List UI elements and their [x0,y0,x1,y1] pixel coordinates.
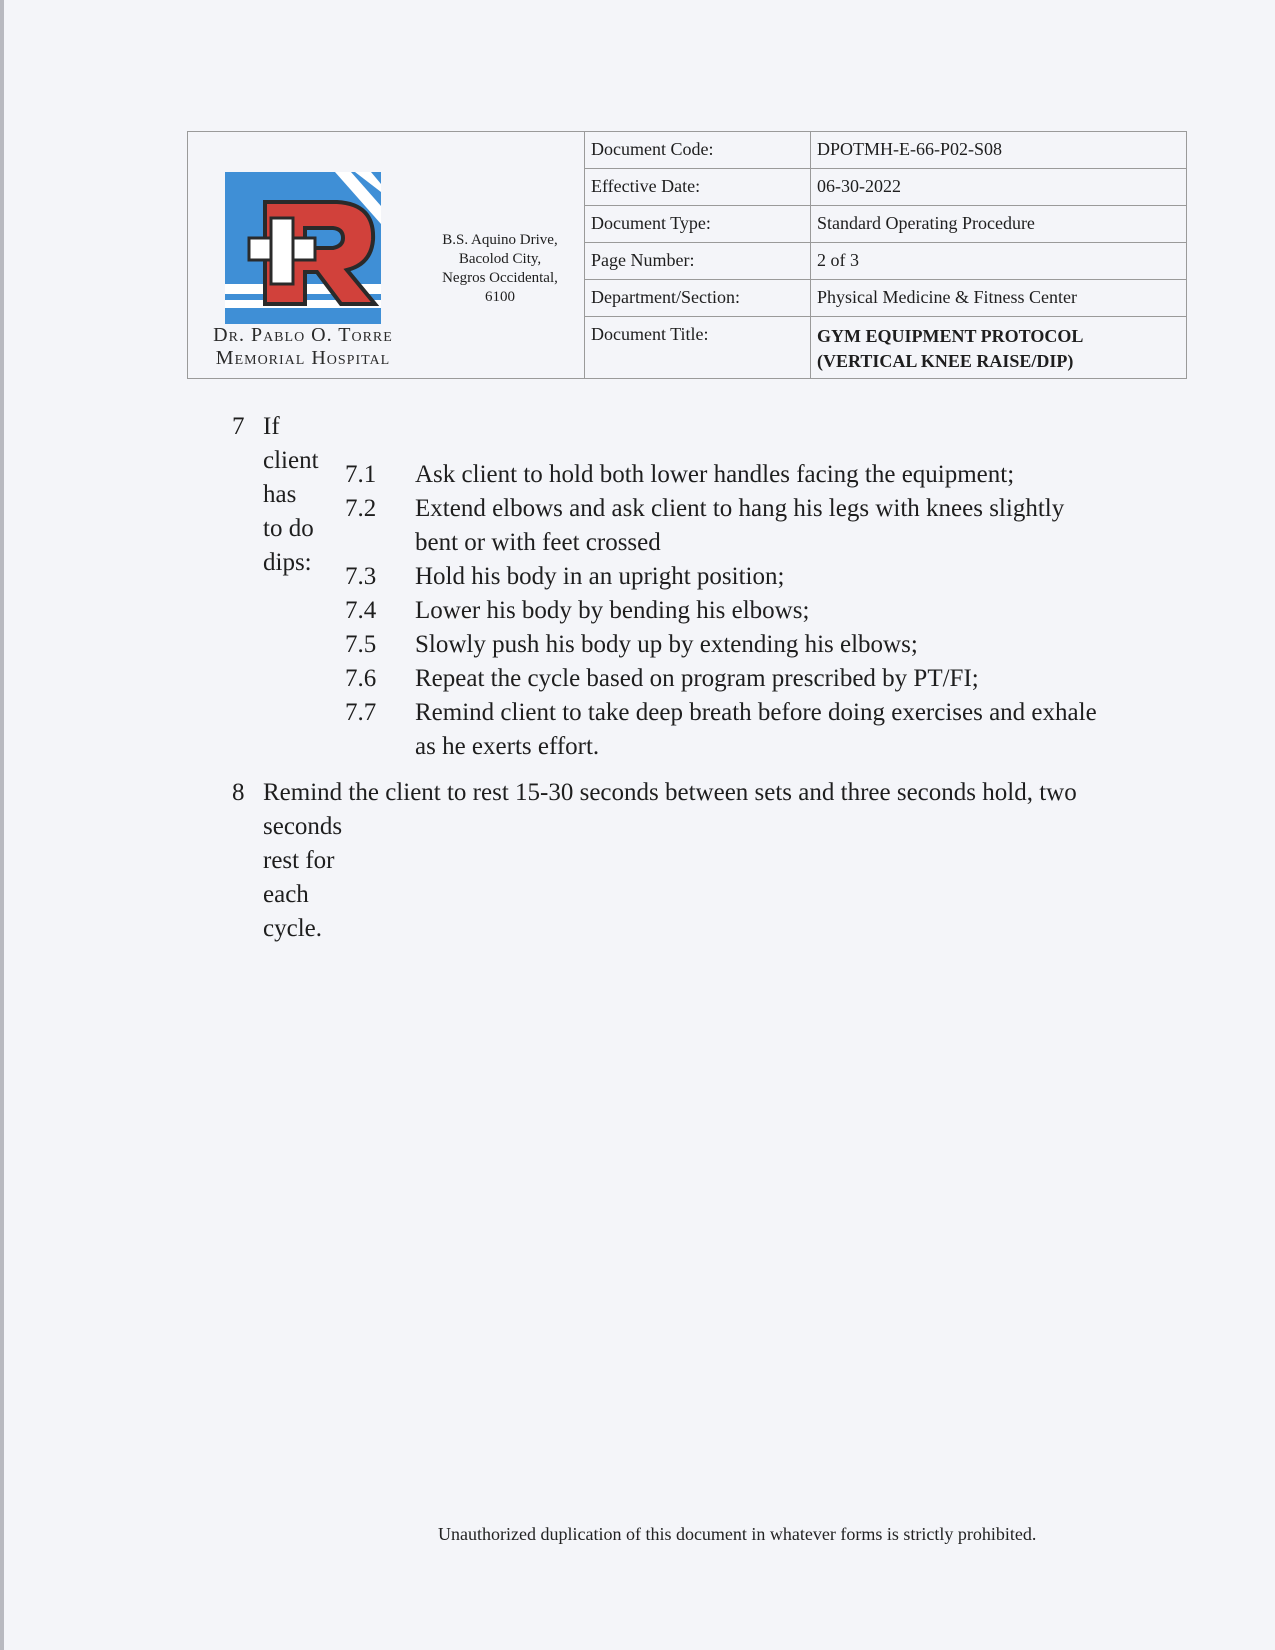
hospital-address [420,231,580,307]
meta-row-document-title [585,317,1186,378]
meta-label: Document Code: [585,132,811,168]
meta-row-document-type [585,206,1186,243]
substep-number: 7.3 [345,563,377,590]
substep-number: 7.2 [345,495,377,522]
substep-number: 7.7 [345,699,377,726]
address-line2: Bacolod City, [458,251,542,267]
meta-value: 06-30-2022 [817,176,901,196]
substep-text-continued: as he exerts effort. [415,733,600,760]
document-title-line1: GYM EQUIPMENT PROTOCOL [817,326,1084,346]
substep-text: Lower his body by bending his elbows; [415,597,810,624]
meta-value: 2 of 3 [817,250,859,270]
meta-value: DPOTMH-E-66-P02-S08 [817,139,1003,159]
substep-number: 7.4 [345,597,377,624]
meta-label: Document Type: [585,206,811,242]
step-number: 7 [232,413,245,440]
step-number: 8 [232,779,245,806]
meta-label: Document Title: [585,317,811,378]
footer-notice: Unauthorized duplication of this document in whatever forms is strictly prohibited. [438,1524,1037,1544]
meta-label: Effective Date: [585,169,811,205]
meta-row-effective-date [585,169,1186,206]
meta-value: Standard Operating Procedure [817,213,1035,233]
meta-label: Page Number: [585,243,811,279]
hospital-logo-icon [225,172,381,324]
hospital-name-line2: Memorial Hospital [215,347,391,369]
substep-text: Remind client to take deep breath before doing exercises and exhale [415,699,1097,726]
document-header [187,131,1187,379]
substep-number: 7.5 [345,631,377,658]
substep-text: Repeat the cycle based on program prescribed by PT/FI; [415,665,979,692]
address-line1: B.S. Aquino Drive, [442,232,558,248]
meta-row-department [585,280,1186,317]
substep-text: Extend elbows and ask client to hang his legs with knees slightly [415,495,1065,522]
substep-number: 7.1 [345,461,377,488]
hospital-name [188,324,418,370]
substep-text: Hold his body in an upright position; [415,563,785,590]
meta-label: Department/Section: [585,280,811,316]
address-line3: Negros Occidental, [442,270,558,286]
substep-number: 7.6 [345,665,377,692]
substep-text: Slowly push his body up by extending his elbows; [415,631,918,658]
meta-row-page-number [585,243,1186,280]
step-text: If client has to do dips: [263,413,319,576]
step-text-continued: seconds rest for each cycle. [263,813,343,942]
substep-text: Ask client to hold both lower handles facing the equipment; [415,461,1015,488]
meta-value: Physical Medicine & Fitness Center [817,287,1077,307]
page-edge [0,0,4,1650]
document-title-line2: (VERTICAL KNEE RAISE/DIP) [817,351,1074,371]
logo-cell [188,132,585,378]
address-line4: 6100 [485,289,515,305]
meta-row-document-code [585,132,1186,169]
document-meta-table [585,132,1186,378]
document-title [811,317,1186,378]
step-text: Remind the client to rest 15-30 seconds between sets and three seconds hold, two [263,779,1077,806]
substep-text-continued: bent or with feet crossed [415,529,661,556]
hospital-name-line1: Dr. Pablo O. Torre [213,324,393,346]
